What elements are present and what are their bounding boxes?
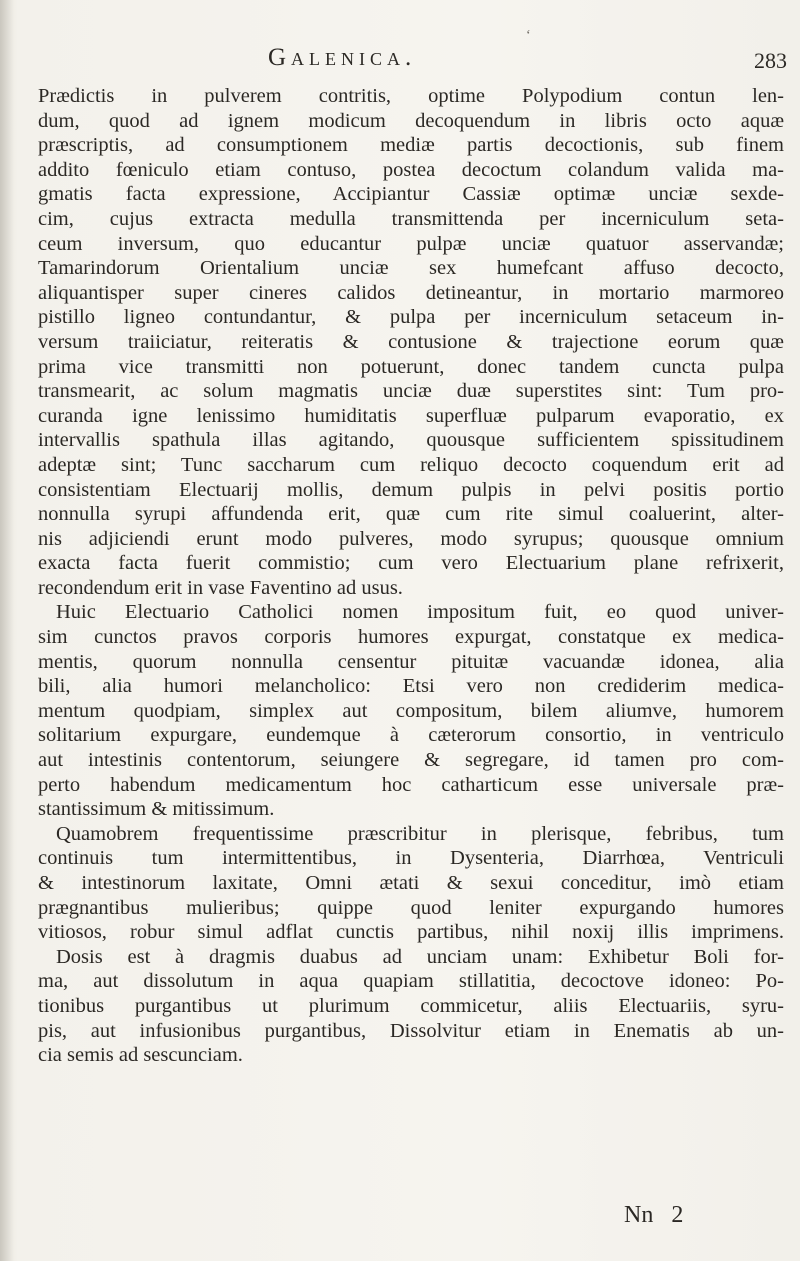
text-line: cim, cujus extracta medulla transmittenda per incerniculum seta- [38, 207, 784, 230]
text-line: præscriptis, ad consumptionem mediæ partis decoctionis, sub finem [38, 134, 784, 157]
text-line: transmearit, ac solum magmatis unciæ duæ superstites sint: Tum pro- [38, 380, 784, 403]
paragraph-end-line: recondendum erit in vase Faventino ad usus. [38, 576, 403, 599]
text-line: curanda igne lenissimo humiditatis superfluæ pulparum evaporatio, ex [38, 404, 784, 427]
paragraph-start-line: Huic Electuario Catholici nomen impositum fuit, eo quod univer- [56, 601, 784, 624]
text-line: Prædictis in pulverem contritis, optime Polypodium contun len- [38, 85, 784, 107]
ink-fleck: ‘ [526, 28, 531, 43]
text-line: tionibus purgantibus ut plurimum commicetur, aliis Electuariis, syru- [38, 994, 784, 1017]
text-line: pis, aut infusionibus purgantibus, Dissolvitur etiam in Enematis ab un- [38, 1019, 784, 1042]
text-line: nis adjiciendi erunt modo pulveres, modo syrupus; quousque omnium [38, 527, 784, 550]
text-line: bili, alia humori melancholico: Etsi vero non crediderim medica- [38, 675, 784, 698]
text-line: adeptæ sint; Tunc saccharum cum reliquo decocto coquendum erit ad [38, 453, 784, 476]
text-line: exacta facta fuerit commistio; cum vero Electuarium plane refrixerit, [38, 552, 784, 575]
text-line: vitiosos, robur simul adflat cunctis partibus, nihil noxij illis imprimens. [38, 921, 784, 944]
text-line: perto habendum medicamentum hoc catharticum esse universale præ- [38, 773, 784, 796]
text-line: versum traiiciatur, reiteratis & contusione & trajectione eorum quæ [38, 330, 784, 353]
text-line: prima vice transmitti non potuerunt, donec tandem cuncta pulpa [38, 355, 784, 378]
text-line: intervallis spathula illas agitando, quousque sufficientem spissitudinem [38, 429, 784, 452]
text-line: dum, quod ad ignem modicum decoquendum in libris octo aquæ [38, 109, 784, 132]
text-line: consistentiam Electuarij mollis, demum pulpis in pelvi positis portio [38, 478, 784, 501]
text-line: Tamarindorum Orientalium unciæ sex humefcant affuso decocto, [38, 257, 784, 280]
text-line: aut intestinis contentorum, seiungere & segregare, id tamen pro com- [38, 749, 784, 772]
text-line: nonnulla syrupi affundenda erit, quæ cum rite simul coaluerint, alter- [38, 503, 784, 526]
text-line: gmatis facta expressione, Accipiantur Cassiæ optimæ unciæ sexde- [38, 183, 784, 206]
text-line: continuis tum intermittentibus, in Dysenteria, Diarrhœa, Ventriculi [38, 847, 784, 870]
text-line: solitarium expurgare, eundemque à cæterorum consortio, in ventriculo [38, 724, 784, 747]
signature-mark: Nn 2 [624, 1202, 684, 1228]
paragraph-end-line: stantissimum & mitissimum. [38, 798, 275, 821]
text-line: sim cunctos pravos corporis humores expurgat, constatque ex medica- [38, 626, 784, 649]
text-line: ma, aut dissolutum in aqua quapiam stillatitia, decoctove idoneo: Po- [38, 970, 784, 993]
text-line: ceum inversum, quo educantur pulpæ unciæ quatuor asservandæ; [38, 232, 784, 255]
paragraph-start-line: Dosis est à dragmis duabus ad unciam unam: Exhibetur Boli for- [56, 945, 784, 968]
text-line: addito fœniculo etiam contuso, postea decoctum colandum valida ma- [38, 158, 784, 181]
spine-shadow [0, 0, 14, 1261]
text-line: mentum quodpiam, simplex aut compositum, bilem aliumve, humorem [38, 699, 784, 722]
text-line: & intestinorum laxitate, Omni ætati & sexui conceditur, imò etiam [38, 872, 784, 894]
page-number: 283 [754, 48, 787, 73]
text-line: pistillo ligneo contundantur, & pulpa per incerniculum setaceum in- [38, 306, 784, 329]
page-header [20, 44, 795, 84]
body-text [38, 84, 784, 1068]
paragraph-end-line: cia semis ad sescunciam. [38, 1044, 243, 1067]
running-title: Galenica. [268, 44, 417, 71]
text-line: aliquantisper super cineres calidos detineantur, in mortario marmoreo [38, 281, 784, 304]
text-line: prægnantibus mulieribus; quippe quod leniter expurgando humores [38, 896, 784, 919]
paragraph-start-line: Quamobrem frequentissime præscribitur in plerisque, febribus, tum [56, 822, 784, 845]
text-line: mentis, quorum nonnulla censentur pituitæ vacuandæ idonea, alia [38, 650, 784, 673]
